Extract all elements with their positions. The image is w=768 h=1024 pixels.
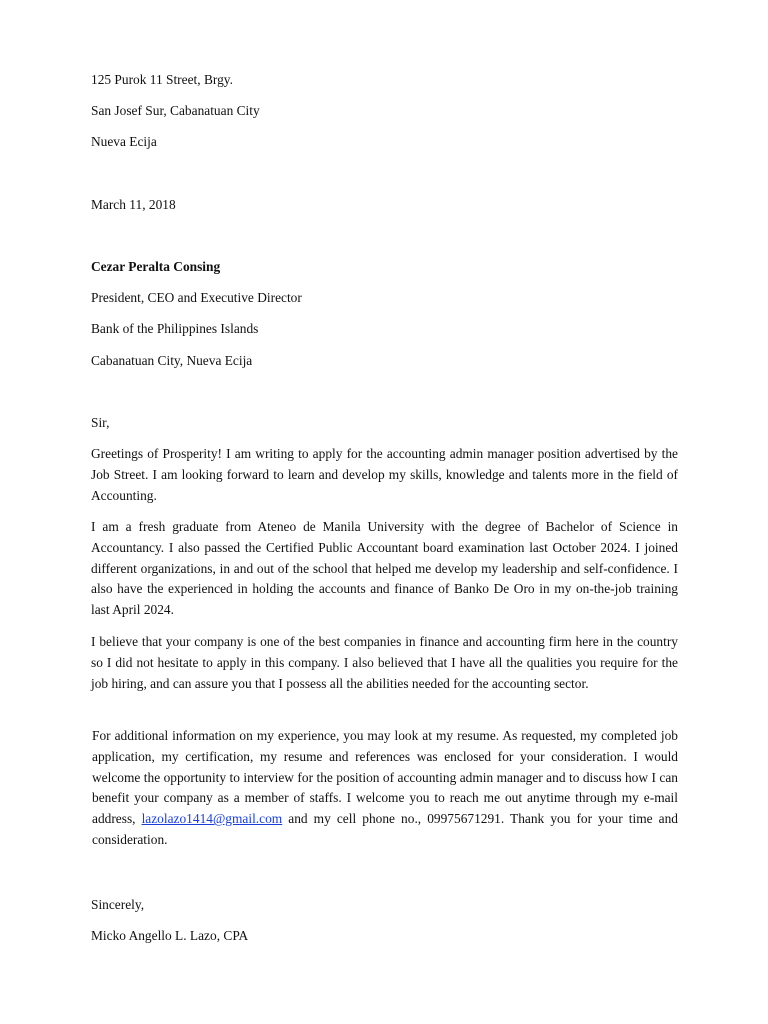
- sender-address-line-3: Nueva Ecija: [91, 134, 157, 149]
- recipient-location: Cabanatuan City, Nueva Ecija: [91, 353, 253, 368]
- body-paragraph-4: [92, 726, 678, 851]
- closing: Sincerely,: [91, 897, 145, 912]
- recipient-name: Cezar Peralta Consing: [91, 259, 221, 274]
- recipient-title: President, CEO and Executive Director: [91, 290, 302, 305]
- recipient-company: Bank of the Philippines Islands: [91, 321, 259, 336]
- sender-address-line-1: 125 Purok 11 Street, Brgy.: [91, 72, 233, 87]
- signature-name: Micko Angello L. Lazo, CPA: [91, 928, 249, 943]
- letter-date: March 11, 2018: [91, 197, 176, 212]
- body-paragraph-4-text: For additional information on my experience, you may look at my resume. As requested, my completed job application, my certification, my resume and references was enclosed for your consideration. I would welcome the opportunity to interview for the position of accounting admin manager and to discuss how I can benefit your company as a member of staffs. I welcome you to reach me out anytime through my e-mail address,: [92, 728, 678, 827]
- body-paragraph-2: I am a fresh graduate from Ateneo de Manila University with the degree of Bachelor of Science in Accountancy. I also passed the Certified Public Accountant board examination last October 2024. I joined different organizations, in and out of the school that helped me develop my leadership and self-confidence. I also have the experienced in holding the accounts and finance of Banko De Oro in my on-the-job training last April 2024.: [91, 519, 678, 618]
- body-paragraph-1: Greetings of Prosperity! I am writing to apply for the accounting admin manager position advertised by the Job Street. I am looking forward to learn and develop my skills, knowledge and talents more in the field of Accounting.: [91, 446, 678, 503]
- body-paragraph-3: I believe that your company is one of the best companies in finance and accounting firm here in the country so I did not hesitate to apply in this company. I also believed that I have all the qualities you require for the job hiring, and can assure you that I possess all the abilities needed for the accounting sector.: [91, 634, 678, 691]
- body-paragraph-4-end: and my cell phone no., 09975671291. Thank you for your time and consideration.: [92, 811, 678, 847]
- sender-address-line-2: San Josef Sur, Cabanatuan City: [91, 103, 260, 118]
- email-link[interactable]: lazolazo1414@gmail.com: [141, 811, 283, 827]
- salutation: Sir,: [91, 415, 110, 430]
